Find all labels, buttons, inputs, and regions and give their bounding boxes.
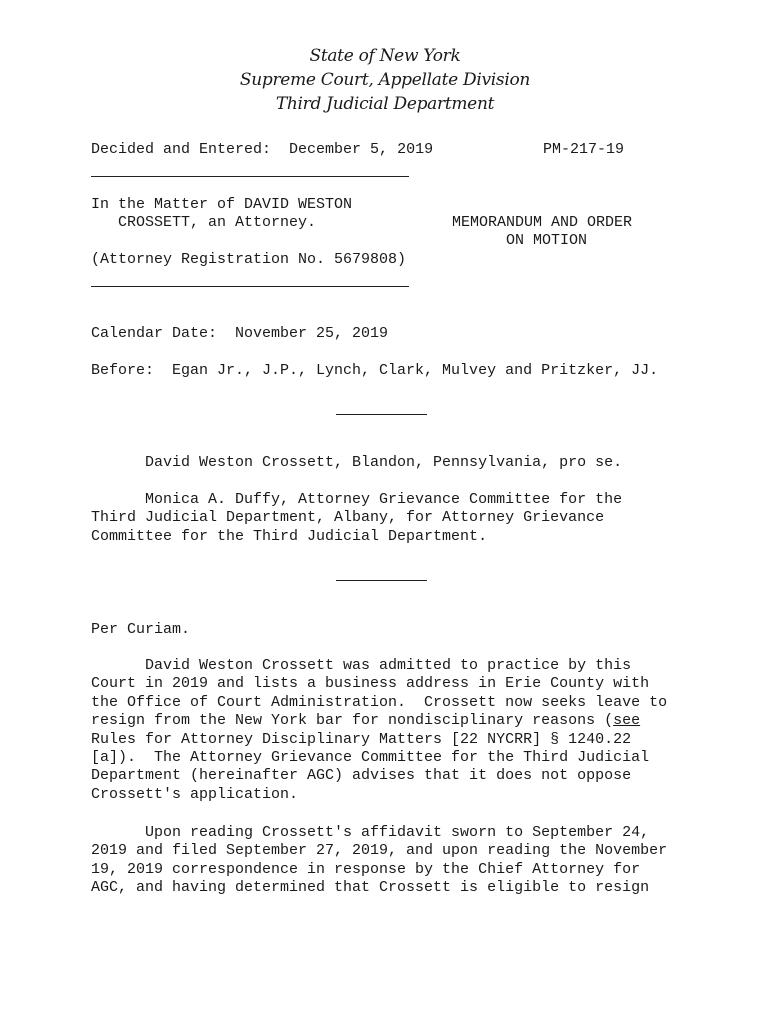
p1-line-5: Rules for Attorney Disciplinary Matters [22 NYCRR] § 1240.22 <box>91 730 632 748</box>
p1-line-6: [a]). The Attorney Grievance Committee for the Third Judicial <box>91 749 650 767</box>
p2-line-4: AGC, and having determined that Crossett is eligible to resign <box>91 879 650 897</box>
body-paragraph-1 <box>91 657 691 804</box>
caption-rule-bottom <box>91 286 409 287</box>
p1-line-7: Department (hereinafter AGC) advises that it does not oppose <box>91 767 632 785</box>
registration-number: (Attorney Registration No. 5679808) <box>91 251 407 268</box>
p2-line-2: 2019 and filed September 27, 2019, and upon reading the November <box>91 842 668 860</box>
decided-line <box>91 141 433 159</box>
appearance-agc-line-2: Third Judicial Department, Albany, for Attorney Grievance <box>91 509 605 526</box>
court-name: Supreme Court, Appellate Division <box>239 70 531 90</box>
decided-label: Decided and Entered: <box>91 141 272 158</box>
section-divider-1 <box>336 414 427 415</box>
decided-date: December 5, 2019 <box>289 141 434 158</box>
p2-line-1: Upon reading Crossett's affidavit sworn to September 24, <box>91 824 650 841</box>
p1-line-2: Court in 2019 and lists a business address in Erie County with <box>91 675 650 693</box>
appearance-agc-line-1: Monica A. Duffy, Attorney Grievance Committee for the <box>91 491 623 508</box>
p1-line-1: David Weston Crossett was admitted to practice by this <box>91 657 632 674</box>
appearance-agc-line-3: Committee for the Third Judicial Department. <box>91 528 488 545</box>
order-title-line-1: MEMORANDUM AND ORDER <box>452 214 633 231</box>
order-title-line-2: ON MOTION <box>452 232 588 249</box>
caption-rule-top <box>91 176 409 177</box>
matter-line-2: CROSSETT, an Attorney. <box>91 214 317 231</box>
court-department: Third Judicial Department <box>275 94 495 114</box>
citation-signal-see: see <box>613 712 641 730</box>
p2-line-3: 19, 2019 correspondence in response by the Chief Attorney for <box>91 860 641 878</box>
calendar-date: Calendar Date: November 25, 2019 <box>91 325 389 342</box>
section-divider-2 <box>336 580 427 581</box>
p1-line-4-text: resign from the New York bar for nondisciplinary reasons ( <box>91 712 614 730</box>
appearance-pro-se: David Weston Crossett, Blandon, Pennsylvania, pro se. <box>91 454 623 471</box>
court-state: State of New York <box>309 46 461 66</box>
p1-line-3: the Office of Court Administration. Crossett now seeks leave to <box>91 693 668 711</box>
p1-line-8: Crossett's application. <box>91 785 299 803</box>
before-panel: Before: Egan Jr., J.P., Lynch, Clark, Mulvey and Pritzker, JJ. <box>91 362 659 379</box>
body-paragraph-2 <box>91 824 691 898</box>
p1-line-4 <box>91 712 691 730</box>
docket-number: PM-217-19 <box>543 141 625 158</box>
per-curiam: Per Curiam. <box>91 621 191 638</box>
matter-line-1: In the Matter of DAVID WESTON <box>91 196 353 213</box>
